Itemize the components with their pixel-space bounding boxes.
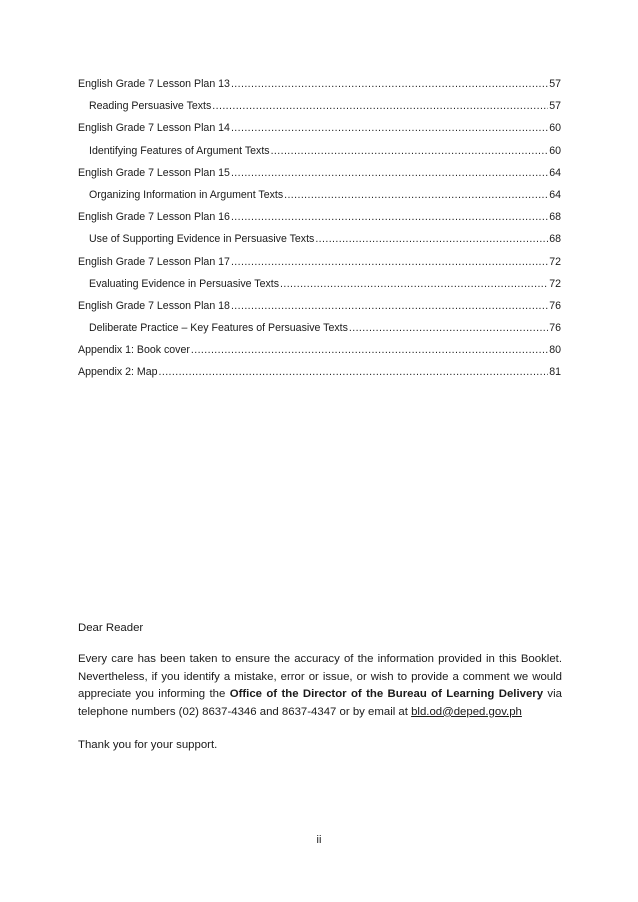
- toc-entry-page: 80: [549, 344, 561, 357]
- toc-entry[interactable]: [78, 277, 561, 299]
- toc-entry-title: Reading Persuasive Texts: [89, 100, 212, 113]
- toc-dot-leader: [271, 144, 549, 158]
- toc-entry-page: 64: [549, 166, 561, 179]
- toc-entry-title: Organizing Information in Argument Texts: [89, 188, 284, 201]
- letter-body-text: Every care has been taken to ensure the accuracy of the information provided in this Booklet. Nevertheless, if you identify a mistake, error or issue, or wish to provide a comment we would appreciate you informing the: [78, 653, 562, 701]
- toc-dot-leader: [231, 77, 548, 91]
- toc-dot-leader: [315, 232, 548, 246]
- toc-entry-page: 57: [549, 100, 561, 113]
- toc-entry[interactable]: [78, 321, 561, 343]
- letter-closing: Thank you for your support.: [78, 739, 218, 752]
- toc-entry-page: 76: [549, 299, 561, 312]
- toc-entry-page: 57: [549, 78, 561, 90]
- letter-body: [78, 651, 562, 721]
- toc-entry[interactable]: [78, 166, 561, 188]
- toc-entry[interactable]: [78, 232, 561, 254]
- toc-entry-page: 81: [549, 366, 561, 379]
- toc-dot-leader: [280, 277, 548, 291]
- toc-entry-title: Appendix 1: Book cover: [78, 344, 190, 357]
- toc-entry-page: 68: [549, 233, 561, 246]
- toc-dot-leader: [191, 343, 548, 357]
- toc-entry-page: 60: [549, 144, 561, 157]
- table-of-contents: [78, 77, 561, 388]
- toc-dot-leader: [231, 210, 548, 224]
- toc-entry-page: 72: [549, 277, 561, 290]
- toc-entry-title: English Grade 7 Lesson Plan 15: [78, 166, 230, 179]
- toc-entry[interactable]: [78, 343, 561, 365]
- office-name: Office of the Director of the Bureau of Learning Delivery: [229, 688, 544, 701]
- toc-entry[interactable]: [78, 299, 561, 321]
- toc-entry-title: English Grade 7 Lesson Plan 16: [78, 211, 230, 224]
- toc-entry-title: English Grade 7 Lesson Plan 14: [78, 122, 230, 135]
- toc-dot-leader: [212, 99, 548, 113]
- page-number: ii: [316, 834, 322, 846]
- toc-entry-page: 60: [549, 122, 561, 135]
- letter-body-text-continued: via telephone numbers (02) 8637-4346 and 8637-4347 or by email at: [78, 688, 562, 718]
- toc-entry-title: Identifying Features of Argument Texts: [89, 144, 270, 157]
- reader-letter: [78, 620, 562, 754]
- toc-dot-leader: [231, 255, 548, 269]
- toc-entry-title: English Grade 7 Lesson Plan 18: [78, 299, 230, 312]
- toc-dot-leader: [159, 365, 549, 379]
- toc-entry-title: Appendix 2: Map: [78, 366, 158, 379]
- email-link[interactable]: bld.od@deped.gov.ph: [411, 705, 522, 718]
- toc-entry-page: 72: [549, 255, 561, 268]
- toc-entry[interactable]: [78, 365, 561, 387]
- toc-entry-title: English Grade 7 Lesson Plan 17: [78, 255, 230, 268]
- toc-dot-leader: [231, 299, 548, 313]
- toc-dot-leader: [231, 166, 548, 180]
- toc-dot-leader: [349, 321, 548, 335]
- toc-entry[interactable]: [78, 99, 561, 121]
- toc-entry-title: Use of Supporting Evidence in Persuasive Texts: [89, 233, 315, 246]
- toc-entry-title: Evaluating Evidence in Persuasive Texts: [89, 277, 280, 290]
- toc-dot-leader: [231, 121, 548, 135]
- toc-entry-title: English Grade 7 Lesson Plan 13: [78, 78, 230, 90]
- toc-entry-page: 76: [549, 322, 561, 335]
- toc-entry[interactable]: [78, 188, 561, 210]
- toc-entry[interactable]: [78, 121, 561, 143]
- toc-entry-page: 68: [549, 211, 561, 224]
- toc-dot-leader: [284, 188, 548, 202]
- toc-entry[interactable]: [78, 210, 561, 232]
- toc-entry[interactable]: [78, 144, 561, 166]
- toc-entry[interactable]: [78, 255, 561, 277]
- toc-entry[interactable]: [78, 77, 561, 99]
- toc-entry-page: 64: [549, 188, 561, 201]
- letter-salutation: Dear Reader: [78, 622, 144, 634]
- toc-entry-title: Deliberate Practice – Key Features of Persuasive Texts: [89, 322, 348, 335]
